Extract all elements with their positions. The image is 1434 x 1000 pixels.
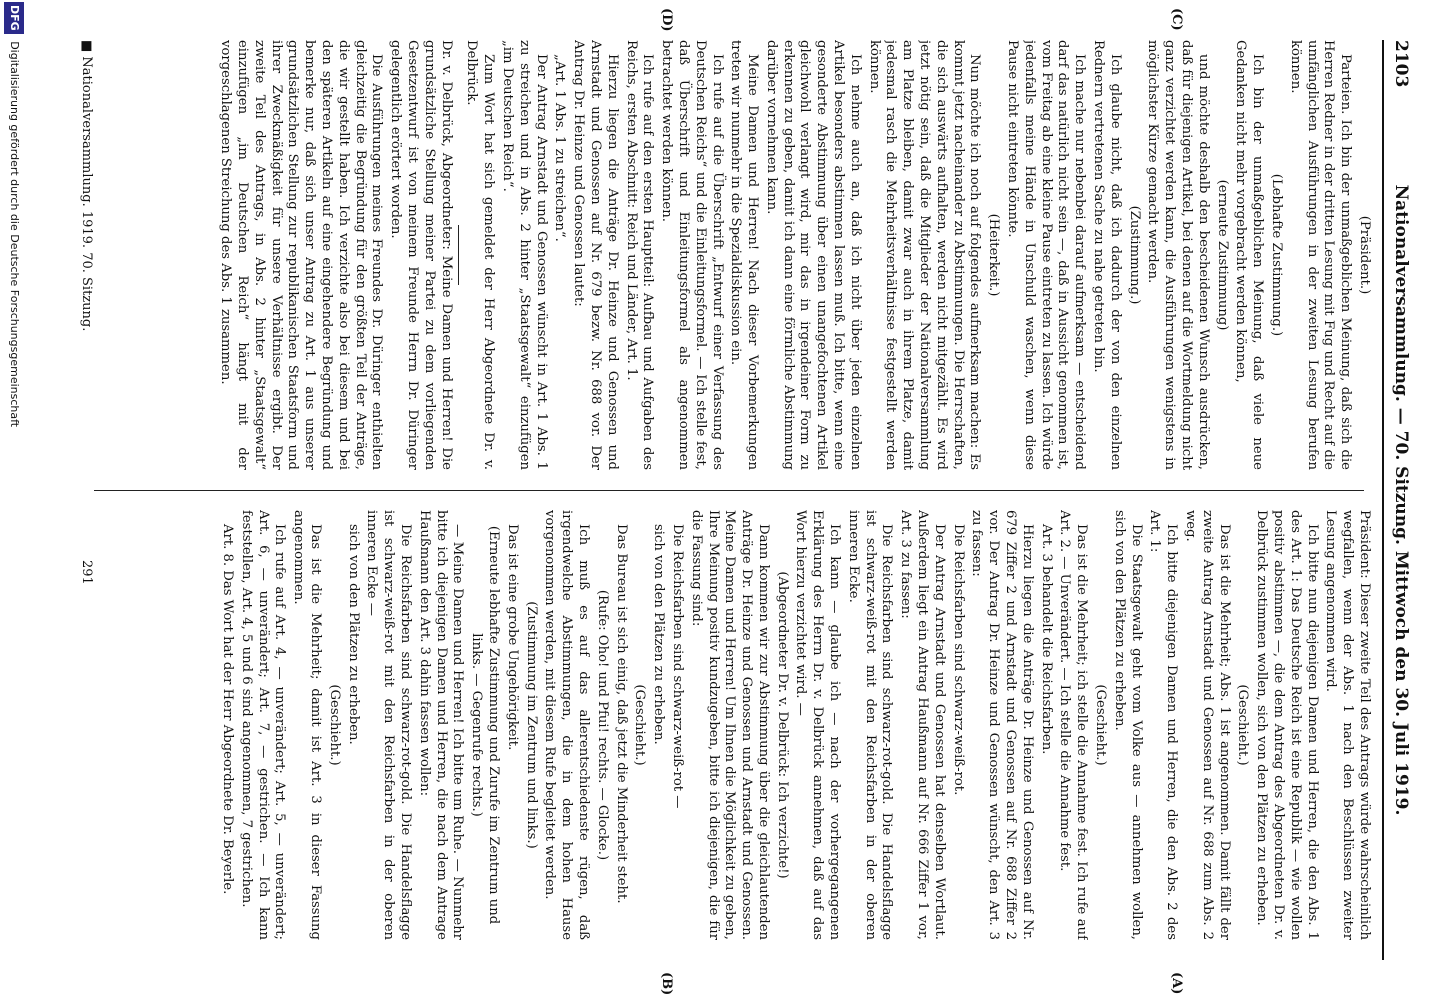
paragraph: Die Reichsfarben sind schwarz-rot-gold. Die Handelsflagge ist schwarz-weiß-rot mit den Reichsfarben in der oberen inneren Ecke —	[364, 510, 413, 940]
paragraph: Das ist die Mehrheit; ich stelle die Annahme fest. Ich rufe auf Art. 2. — Unverändert. — Ich stelle die Annahme fest.	[1057, 510, 1090, 940]
paragraph: Das ist eine grobe Ungehörigkeit.	[504, 524, 520, 751]
paragraph: Nun möchte ich noch auf folgendes aufmerksam machen: Es kommt jetzt nacheinander zu Abstimmungen. Die Herrschaften, die sich auswärts aufhalten, werden nicht mitgezählt. Es wird jetzt nötig sein, daß die Mitglieder der Nationalversammlung am Platze bleiben, damit zwar auch in ihrem Platze, damit jedesmal rasch die Mehrheitsverhältnisse festgestellt werden können.	[866, 40, 983, 470]
paragraph: Art. 8. Das Wort hat der Herr Abgeordnete Dr. Beyerle.	[220, 524, 235, 895]
paragraph: Das Bureau ist sich einig, daß jetzt die Minderheit steht.	[613, 524, 629, 904]
page-header	[1382, 40, 1418, 960]
paragraph: Ich nehme auch an, daß ich nicht über jeden einzelnen Artikel besonders abstimmen lassen muß. Ich bitte, wenn eine gesonderte Abstimmung über einen unangefochtenen Artikel gleichwohl verlangt wird, mir das in irgendeiner Form zu erkennen zu geben, damit ich dann eine förmliche Abstimmung darüber vornehmen kann.	[763, 40, 863, 470]
paragraph: Hierzu liegen die Anträge Dr. Heinze und Genossen und Arnstadt und Genossen auf Nr. 679 bezw. Nr. 688 vor. Der Antrag Dr. Heinze und Genossen lautet:	[571, 40, 620, 470]
paragraph: Ich rufe auf den ersten Hauptteil: Aufbau und Aufgaben des Reichs, ersten Abschnitt: Reich und Länder, Art. 1.	[623, 40, 656, 470]
paragraph: Ich muß es auf das allerentschiedenste rügen, daß irgendwelche Abstimmungen, die in dem hohen Hause vorgenommen werden, mit diesem Rufe begleitet werden.	[542, 510, 591, 940]
right-text-column	[102, 510, 1372, 940]
paragraph: Das ist die Mehrheit; damit ist Art. 3 in dieser Fassung angenommen.	[291, 510, 323, 940]
speaker-separator	[458, 225, 459, 285]
credit-text: Digitalisierung gefördert durch die Deutsche Forschungsgemeinschaft	[8, 41, 21, 428]
stage-direction: (Erneute lebhafte Zustimmung und Zurufe im Zentrum und links. — Gegenrufe rechts.)	[469, 525, 501, 925]
paragraph: und möchte deshalb den bescheidenen Wunsch ausdrücken, daß für diejenigen Artikel, bei denen auf die Wortmeldung nicht ganz verzichtet werden kann, die Ausführungen wenigstens in möglichster Kürze gemacht werden.	[1145, 40, 1211, 470]
paragraph: „Art. 1 Abs. 1 zu streichen“.	[552, 54, 568, 242]
speaker-paragraph: Dr. v. Delbrück, Abgeordneter: Meine Damen und Herren! Die grundsätzliche Stellung meiner Partei zu dem vorliegenden Gesetzentwurf ist von meinem Freunde Herrn Dr. Düringer gelegentlich erörtert worden.	[388, 40, 454, 470]
stage-direction: (Zustimmung im Zentrum und links.)	[523, 601, 539, 849]
paragraph: Ich bitte diejenigen Damen und Herren, die den Abs. 2 des Art. 1:	[1147, 510, 1180, 940]
stage-direction: (Lebhafte Zustimmung.)	[1269, 173, 1285, 337]
margin-mark-b: (B)	[659, 972, 674, 996]
stage-direction: (Präsident.)	[1357, 215, 1372, 295]
page-number: 2103	[1391, 40, 1411, 88]
footer-page-number: 291	[79, 560, 94, 585]
paragraph: Dann kommen wir zur Abstimmung über die gleichlautenden Anträge Dr. Heinze und Genossen und Arnstadt und Genossen. Meine Damen und Herren! Um Ihnen die Möglichkeit zu geben, Ihre Meinung positiv kundzugeben, bitte ich diejenigen, die für die Fassung sind:	[688, 510, 771, 940]
stage-direction: (Geschieht.)	[326, 684, 342, 766]
digitization-credit	[4, 2, 24, 998]
paragraph: sich von den Plätzen zu erheben.	[651, 524, 667, 745]
paragraph: Die Reichsfarben sind schwarz-weiß-rot —	[669, 524, 685, 809]
stage-direction: (Rufe: Oho! und Pfui! rechts. — Glocke.)	[594, 589, 610, 861]
paragraph: Zum Wort hat sich gemeldet der Herr Abgeordnete Dr. v. Delbrück.	[464, 40, 497, 470]
stage-direction: (Geschieht.)	[1235, 684, 1251, 766]
paragraph: Ich bitte nun diejenigen Damen und Herren, die den Abs. 1 des Art. 1: Das Deutsche Reich ist eine Republik — wie wollen positiv abstimmen —, die dem Antrag des Abgeordneten Dr. v. Delbrück zustimmen wollen, sich von den Plätzen zu erheben.	[1254, 510, 1320, 940]
paragraph: Die Staatsgewalt geht vom Volke aus — annehmen wollen, sich von den Plätzen zu erheben.	[1111, 510, 1144, 940]
paragraph: Der Antrag Arnstadt und Genossen hat denselben Wortlaut. Außerdem liegt ein Antrag Haußmann auf Nr. 666 Ziffer 1 vor, Art. 3 zu fassen:	[898, 510, 947, 940]
paragraph: Ich kann — glaube ich — nach der vorhergegangenen Erklärung des Herrn Dr. v. Delbrück annehmen, daß auf das Wort hierzu verzichtet wird. —	[793, 510, 843, 940]
stage-direction: (Geschieht.)	[632, 684, 648, 766]
paragraph: Ich rufe auf die Überschrift „Entwurf einer Verfassung des Deutschen Reichs“ und die Einleitungsformel. — Ich stelle fest, daß Überschrift und Einleitungsformel als angenommen betrachtet werden können.	[659, 40, 725, 470]
paragraph: Hierzu liegen die Anträge Dr. Heinze und Genossen auf Nr. 679 Ziffer 2 und Arnstadt und Genossen auf Nr. 688 Ziffer 2 vor. Der Antrag Dr. Heinze und Genossen wünscht, den Art. 3 zu fassen:	[969, 510, 1035, 940]
stage-direction: (Geschieht.)	[1093, 684, 1109, 766]
left-text-column	[102, 40, 1372, 470]
header-title: Nationalversammlung. — 70. Sitzung. Mittwoch den 30. Juli 1919.	[1391, 184, 1411, 816]
paragraph: Ich rufe auf Art. 4, — unverändert; Art. 5, — unverändert; Art. 6, — unverändert; Art. 7, — gestrichen. — Ich kann feststellen, Art. 4, 5 und 6 sind angenommen, 7 gestrichen.	[238, 510, 288, 940]
dfg-logo: DFG	[4, 2, 24, 34]
margin-mark-a: (A)	[1169, 972, 1184, 995]
footer-session-label: ■ Nationalversammlung. 1919. 70. Sitzung.	[79, 40, 94, 332]
speaker-paragraph: Präsident: Dieser zweite Teil des Antrags würde wahrscheinlich wegfallen, wenn der Abs. 1 nach den Beschlüssen zweiter Lesung angenommen wird.	[1323, 510, 1372, 940]
paragraph: Der Antrag Arnstadt und Genossen wünscht in Art. 1 Abs. 1 zu streichen und in Abs. 2 hinter „Staatsgewalt“ einzufügen „im Deutschen Reich“.	[499, 40, 549, 470]
stage-direction: (Zustimmung.)	[1126, 205, 1142, 305]
margin-mark-c: (C)	[1169, 8, 1184, 31]
margin-mark-d: (D)	[659, 8, 674, 32]
stage-direction: (Abgeordneter Dr. v. Delbrück: Ich verzichte!)	[774, 571, 790, 879]
page-footer	[70, 40, 94, 960]
stage-direction: (erneute Zustimmung)	[1214, 179, 1230, 331]
paragraph: Ich glaube nicht, daß ich dadurch der von den einzelnen Rednern vertretenen Sache zu nahe getreten bin.	[1091, 40, 1123, 470]
paragraph: — Meine Damen und Herren! Ich bitte um Ruhe. — Nunmehr bitte ich diejenigen Damen und Herren, die nach dem Antrage Haußmann den Art. 3 dahin fassen wollen:	[416, 510, 466, 940]
paragraph: Ich bin der unmaßgeblichen Meinung, daß viele neue Gedanken nicht mehr vorgebracht werden können,	[1233, 40, 1266, 470]
paragraph: Art. 3 behandelt die Reichsfarben.	[1038, 524, 1054, 755]
column-divider	[94, 490, 1364, 491]
paragraph: Das ist die Mehrheit; Abs. 1 ist angenommen. Damit fällt der zweite Antrag Arnstadt und Genossen auf Nr. 688 zum Abs. 2 weg.	[1183, 510, 1232, 940]
paragraph: Parteien. Ich bin der unmaßgeblichen Meinung, daß sich die Herren Redner in der dritten Lesung mit Fug und Recht auf die umfänglichen Ausführungen in der zweiten Lesung berufen können.	[1287, 40, 1354, 470]
paragraph: Die Reichsfarben sind schwarz-rot-gold. Die Handelsflagge ist schwarz-weiß-rot mit den Reichsfarben in der oberen inneren Ecke.	[845, 510, 895, 940]
paragraph: Ich mache nur nebenbei darauf aufmerksam — entscheidend darf das natürlich nicht sein —, daß in Aussicht genommen ist, vom Freitag ab eine kleine Pause eintreten zu lassen. Ich würde jedenfalls meine Hände in Unschuld waschen, wenn diese Pause nicht eintreten könnte.	[1005, 40, 1088, 470]
paragraph: sich von den Plätzen zu erheben.	[345, 524, 361, 745]
paragraph: Die Ausführungen meines Freundes Dr. Düringer enthielten gleichzeitig die Begründung für den größten Teil der Anträge, die wir gestellt haben. Ich verzichte also bei diesem und bei den späteren Artikeln auf eine eingehendere Begründung und bemerke nur, daß sich unser Antrag zu Art. 1 aus unserer grundsätzlichen Stellung zur republikanischen Staatsform und ihrer Zweckmäßigkeit für unsere Verhältnisse ergibt. Der zweite Teil des Antrags, in Abs. 2 hinter „Staatsgewalt“ einzufügen „im Deutschen Reich“ hängt mit der vorgeschlagenen Streichung des Abs. 1 zusammen.	[218, 40, 385, 470]
paragraph: Meine Damen und Herren! Nach dieser Vorbemerkungen treten wir nunmehr in die Spezialdiskussion ein.	[728, 40, 761, 470]
stage-direction: (Heiterkeit.)	[986, 213, 1002, 297]
paragraph: Die Reichsfarben sind schwarz-weiß-rot.	[950, 524, 966, 796]
